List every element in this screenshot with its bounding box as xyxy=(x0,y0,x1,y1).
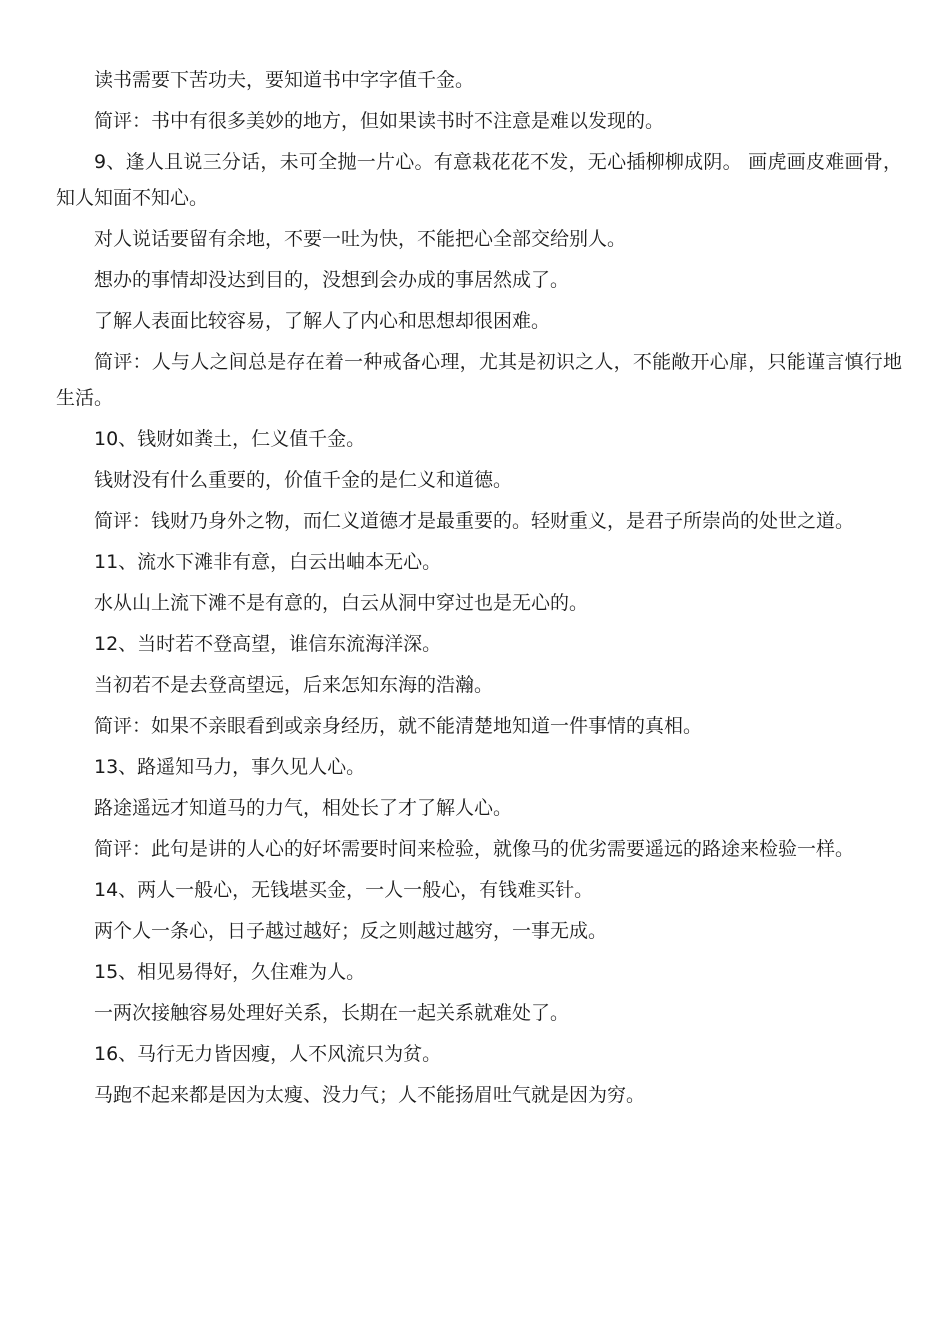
paragraph: 简评：钱财乃身外之物，而仁义道德才是最重要的。轻财重义，是君子所崇尚的处世之道。 xyxy=(94,510,855,532)
paragraph: 13、路遥知马力，事久见人心。 xyxy=(94,756,366,778)
paragraph: 两个人一条心，日子越过越好；反之则越过越穷，一事无成。 xyxy=(94,920,608,942)
paragraph: 12、当时若不登高望，谁信东流海洋深。 xyxy=(94,633,442,655)
paragraph: 马跑不起来都是因为太瘦、没力气；人不能扬眉吐气就是因为穷。 xyxy=(94,1084,646,1106)
paragraph: 对人说话要留有余地，不要一吐为快，不能把心全部交给别人。 xyxy=(94,228,627,250)
paragraph: 简评：此句是讲的人心的好坏需要时间来检验，就像马的优劣需要遥远的路途来检验一样。 xyxy=(94,838,855,860)
paragraph: 简评：如果不亲眼看到或亲身经历，就不能清楚地知道一件事情的真相。 xyxy=(94,715,703,737)
paragraph: 了解人表面比较容易，了解人了内心和思想却很困难。 xyxy=(94,310,551,332)
paragraph: 读书需要下苦功夫，要知道书中字字值千金。 xyxy=(94,69,475,91)
paragraph: 11、流水下滩非有意，白云出岫本无心。 xyxy=(94,551,442,573)
paragraph: 当初若不是去登高望远，后来怎知东海的浩瀚。 xyxy=(94,674,494,696)
paragraph: 一两次接触容易处理好关系，长期在一起关系就难处了。 xyxy=(94,1002,570,1024)
paragraph: 15、相见易得好，久住难为人。 xyxy=(94,961,366,983)
paragraph: 简评：书中有很多美妙的地方，但如果读书时不注意是难以发现的。 xyxy=(94,110,665,132)
paragraph: 钱财没有什么重要的，价值千金的是仁义和道德。 xyxy=(94,469,513,491)
paragraph: 16、马行无力皆因瘦，人不风流只为贫。 xyxy=(94,1043,442,1065)
paragraph: 14、两人一般心，无钱堪买金，一人一般心，有钱难买针。 xyxy=(94,879,594,901)
paragraph: 路途遥远才知道马的力气，相处长了才了解人心。 xyxy=(94,797,513,819)
paragraph: 9、逢人且说三分话，未可全抛一片心。有意栽花花不发，无心插柳柳成阴。 画虎画皮难画骨，知人知面不知心。 xyxy=(56,151,902,209)
paragraph: 水从山上流下滩不是有意的，白云从洞中穿过也是无心的。 xyxy=(94,592,589,614)
paragraph: 想办的事情却没达到目的，没想到会办成的事居然成了。 xyxy=(94,269,570,291)
paragraph: 简评：人与人之间总是存在着一种戒备心理，尤其是初识之人，不能敞开心扉，只能谨言慎行地生活。 xyxy=(56,351,902,409)
paragraph: 10、钱财如粪土，仁义值千金。 xyxy=(94,428,366,450)
